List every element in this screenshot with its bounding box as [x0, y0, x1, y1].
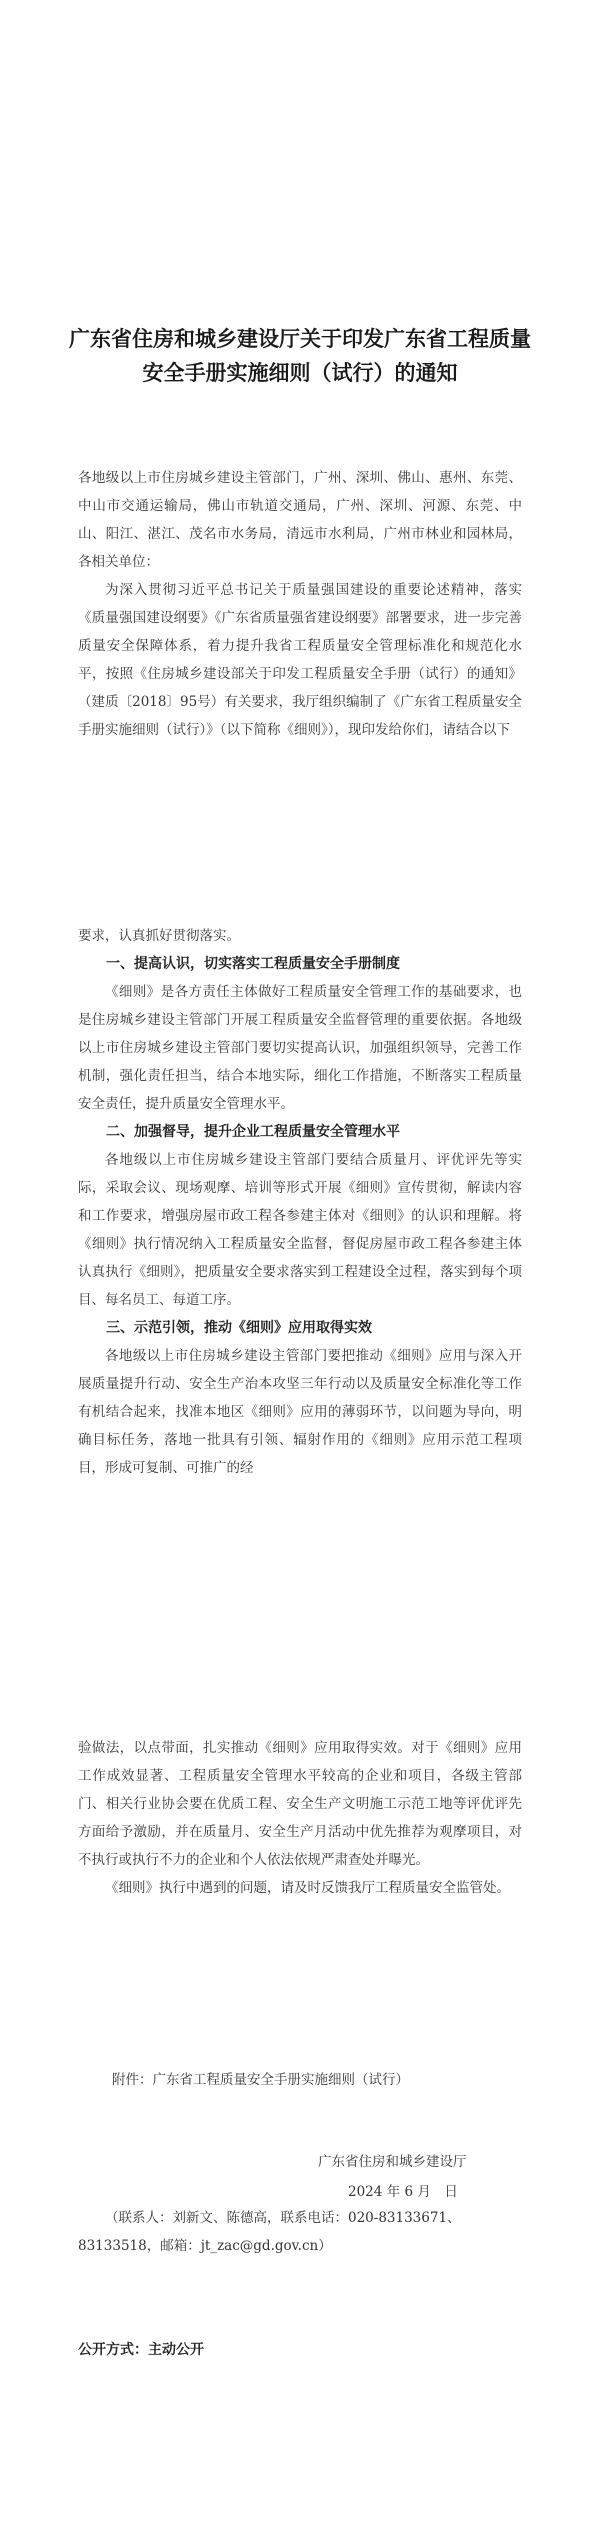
- signer: 广东省住房和城乡建设厅: [318, 2154, 467, 2170]
- section-2-body: 各地级以上市住房城乡建设主管部门要结合质量月、评优评先等实际，采取会议、现场观摩、培训等形式开展《细则》宣传贯彻，解读内容和工作要求，增强房屋市政工程各参建主体对《细则》的认识和理解。将《细则》执行情况纳入工程质量安全监督，督促房屋市政工程各参建主体认真执行《细则》，把质量安全要求落实到工程建设全过程，落实到每个项目、每名员工、每道工序。: [78, 1152, 522, 1308]
- body-part-two: [78, 922, 522, 1482]
- issue-date: 2024 年 6 月 日: [348, 2184, 458, 2200]
- section-3-body-continued: 验做法，以点带面，扎实推动《细则》应用取得实效。对于《细则》应用工作成效显著、工程质量安全管理水平较高的企业和项目，各级主管部门、相关行业协会要在优质工程、安全生产文明施工示范工地等评优评先方面给予激励，并在质量月、安全生产月活动中优先推荐为观摩项目，对不执行或执行不力的企业和个人依法依规严肃查处并曝光。: [78, 1740, 522, 1868]
- section-1-heading: 一、提高认识，切实落实工程质量安全手册制度: [106, 956, 400, 972]
- section-2-heading: 二、加强督导，提升企业工程质量安全管理水平: [106, 1124, 400, 1140]
- section-3-heading: 三、示范引领，推动《细则》应用取得实效: [106, 1320, 372, 1336]
- intro-paragraph-continued: 要求，认真抓好贯彻落实。: [78, 928, 240, 944]
- contact-line-2: 83133518，邮箱：jt_zac@gd.gov.cn）: [78, 2238, 332, 2254]
- attachment-line: 附件：广东省工程质量安全手册实施细则（试行）: [112, 2072, 409, 2088]
- intro-paragraph: 为深入贯彻习近平总书记关于质量强国建设的重要论述精神，落实《质量强国建设纲要》《广东省质量强省建设纲要》部署要求，进一步完善质量安全保障体系，着力提升我省工程质量安全管理标准化和规范化水平，按照《住房城乡建设部关于印发工程质量安全手册（试行）的通知》（建质〔2018〕95号）有关要求，我厅组织编制了《广东省工程质量安全手册实施细则（试行）》（以下简称《细则》），现印发给你们，请结合以下: [78, 582, 522, 738]
- body-part-three: [78, 1734, 522, 1902]
- body-part-one: [78, 464, 522, 744]
- closing-paragraph: 《细则》执行中遇到的问题，请及时反馈我厅工程质量安全监管处。: [105, 1880, 510, 1896]
- disclosure-mode: 公开方式：主动公开: [78, 2342, 204, 2358]
- contact-line-1: （联系人：刘新文、陈德高，联系电话：020-83133671、: [105, 2210, 461, 2226]
- section-3-body: 各地级以上市住房城乡建设主管部门要把推动《细则》应用与深入开展质量提升行动、安全生产治本攻坚三年行动以及质量安全标准化等工作有机结合起来，找准本地区《细则》应用的薄弱环节，以问题为导向，明确目标任务，落地一批具有引领、辐射作用的《细则》应用示范工程项目，形成可复制、可推广的经: [78, 1348, 522, 1476]
- contact-info: [78, 2204, 522, 2260]
- addressee: 各地级以上市住房城乡建设主管部门，广州、深圳、佛山、惠州、东莞、中山市交通运输局，佛山市轨道交通局，广州、深圳、河源、东莞、中山、阳江、湛江、茂名市水务局，清远市水利局，广州市林业和园林局，各相关单位：: [78, 470, 522, 570]
- document-title: 广东省住房和城乡建设厅关于印发广东省工程质量安全手册实施细则（试行）的通知: [69, 327, 531, 385]
- section-1-body: 《细则》是各方责任主体做好工程质量安全管理工作的基础要求，也是住房城乡建设主管部门开展工程质量安全监督管理的重要依据。各地级以上市住房城乡建设主管部门要切实提高认识，加强组织领导，完善工作机制，强化责任担当，结合本地实际，细化工作措施，不断落实工程质量安全责任，提升质量安全管理水平。: [78, 984, 522, 1112]
